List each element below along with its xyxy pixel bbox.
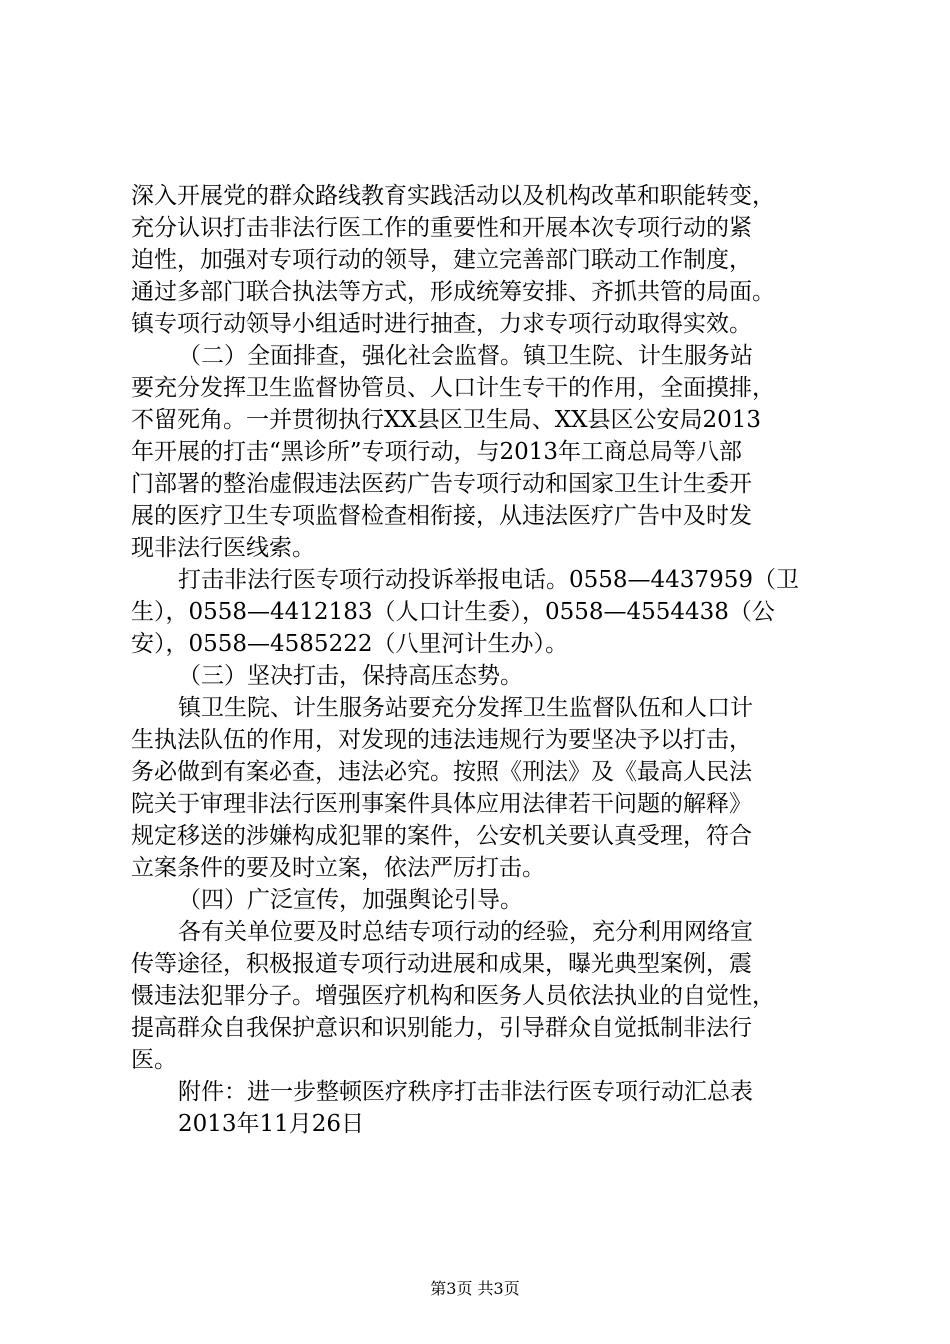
body-text-line: 门部署的整治虚假违法医药广告专项行动和国家卫生计生委开 — [131, 471, 752, 497]
body-text-line: 年开展的打击“黑诊所”专项行动，与2013年工商总局等八部 — [131, 439, 743, 465]
body-text-line: 立案条件的要及时立案，依法严厉打击。 — [131, 855, 545, 881]
body-text-line: 现非法行医线索。 — [131, 535, 315, 561]
body-text-line: 传等途径，积极报道专项行动进展和成果，曝光典型案例，震 — [131, 951, 752, 977]
body-text-line: 安），0558—4585222（八里河计生办）。 — [131, 631, 568, 657]
body-text-line: 医。 — [131, 1047, 177, 1073]
body-text-line: 深入开展党的群众路线教育实践活动以及机构改革和职能转变， — [131, 183, 775, 209]
body-text-line: 生执法队伍的作用，对发现的违法违规行为要坚决予以打击， — [131, 727, 752, 753]
body-text-line: 充分认识打击非法行医工作的重要性和开展本次专项行动的紧 — [131, 215, 752, 241]
body-text-line: 镇专项行动领导小组适时进行抽查，力求专项行动取得实效。 — [131, 311, 752, 337]
section-heading-4: （四）广泛宣传，加强舆论引导。 — [178, 887, 523, 913]
body-text-line: 慑违法犯罪分子。增强医疗机构和医务人员依法执业的自觉性， — [131, 983, 775, 1009]
body-text-line: 生），0558—4412183（人口计生委），0558—4554438（公 — [131, 599, 775, 625]
page-footer: 第3页 共3页 — [430, 1279, 520, 1298]
body-text-line: 要充分发挥卫生监督协管员、人口计生专干的作用，全面摸排， — [131, 375, 775, 401]
body-text-line: 通过多部门联合执法等方式，形成统筹安排、齐抓共管的局面。 — [131, 279, 775, 305]
body-text-line: 各有关单位要及时总结专项行动的经验，充分利用网络宣 — [178, 919, 753, 945]
body-text-line: 迫性，加强对专项行动的领导，建立完善部门联动工作制度， — [131, 247, 752, 273]
attachment-line: 附件：进一步整顿医疗秩序打击非法行医专项行动汇总表 — [178, 1079, 753, 1105]
date-line: 2013年11月26日 — [178, 1111, 365, 1137]
body-text-line: 规定移送的涉嫌构成犯罪的案件，公安机关要认真受理，符合 — [131, 823, 752, 849]
body-text-line: 不留死角。一并贯彻执行XX县区卫生局、XX县区公安局2013 — [131, 407, 762, 433]
body-text-line: 提高群众自我保护意识和识别能力，引导群众自觉抵制非法行 — [131, 1015, 752, 1041]
body-text-line: 务必做到有案必查，违法必究。按照《刑法》及《最高人民法 — [131, 759, 752, 785]
section-heading-2: （二）全面排查，强化社会监督。镇卫生院、计生服务站 — [178, 343, 753, 369]
hotline-paragraph: 打击非法行医专项行动投诉举报电话。0558—4437959（卫 — [178, 567, 799, 593]
section-heading-3: （三）坚决打击，保持高压态势。 — [178, 663, 523, 689]
body-text-line: 镇卫生院、计生服务站要充分发挥卫生监督队伍和人口计 — [178, 695, 753, 721]
body-text-line: 展的医疗卫生专项监督检查相衔接，从违法医疗广告中及时发 — [131, 503, 752, 529]
body-text-line: 院关于审理非法行医刑事案件具体应用法律若干问题的解释》 — [131, 791, 752, 817]
